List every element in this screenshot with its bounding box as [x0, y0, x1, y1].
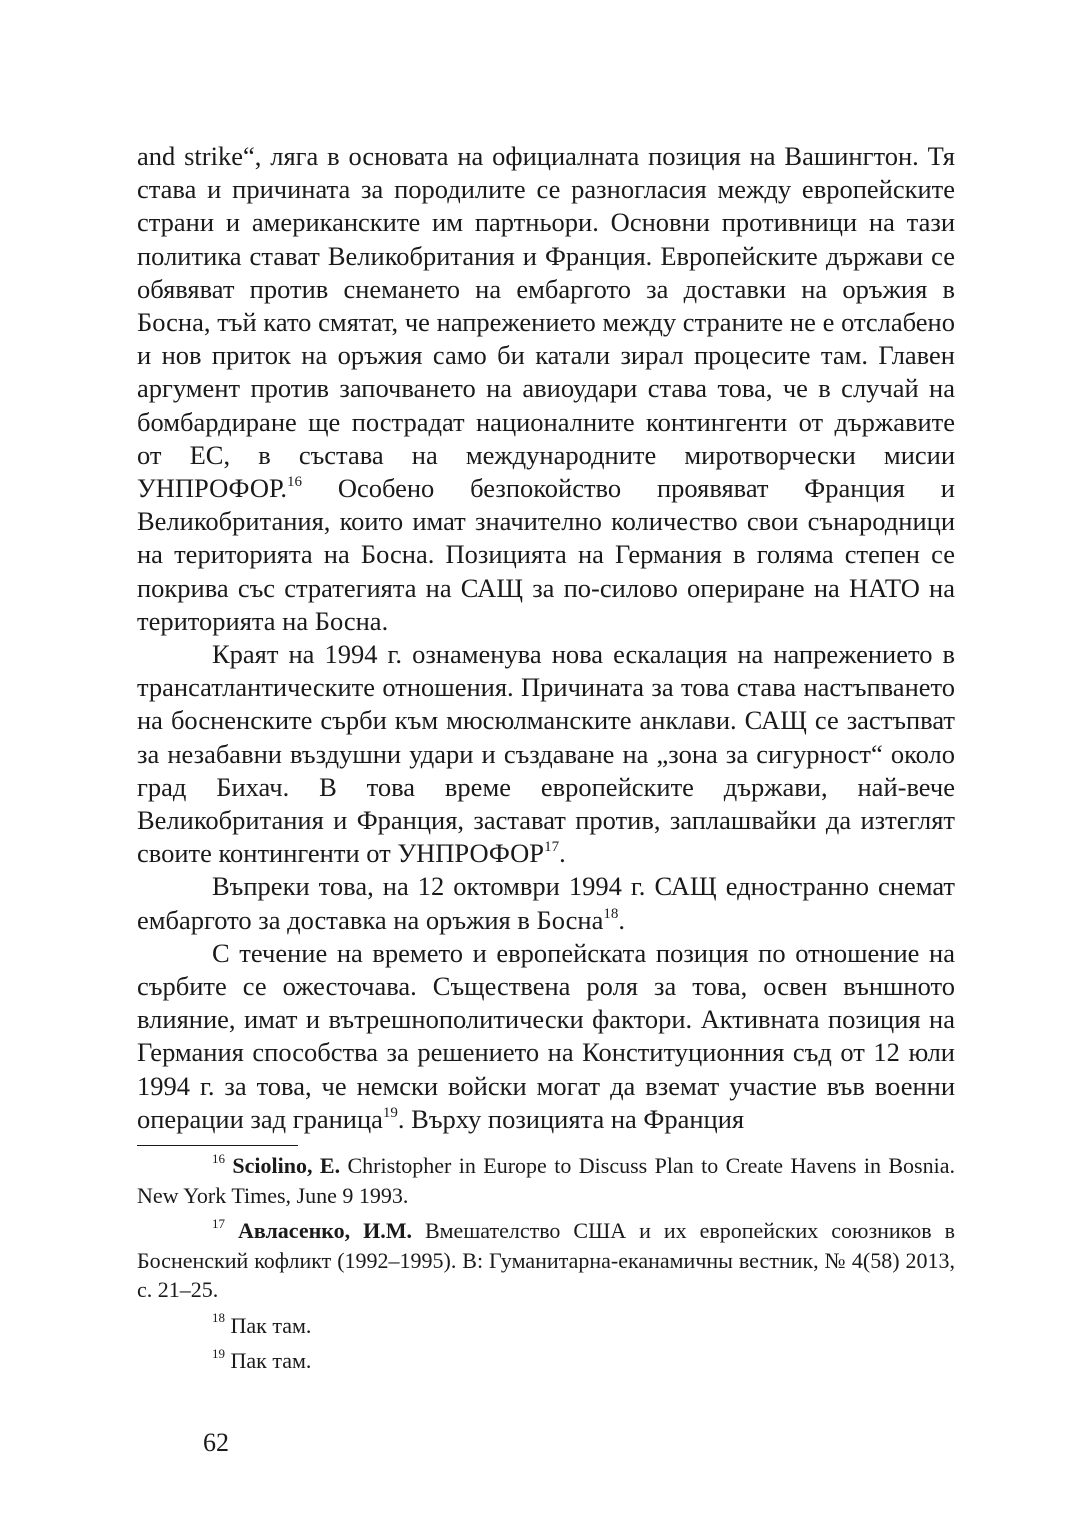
paragraph-text: and strike“, ляга в основата на официалната позиция на Вашингтон. Тя става и причината за породилите се разногласия между европейските страни и американските им партньори. Основни противници на тази политика стават Великобритания и Франция. Европейските държави се обявяват против снемането на ембаргото за доставки на оръжия в Босна, тъй като смятат, че напрежението между страните не е отслабено и нов приток на оръжия само би катали зирал процесите там. Главен аргумент против започването на авиоудари става това, че в случай на бомбардиране ще пострадат националните контингенти от държавите от ЕС, в състава на международните миротворчески мисии УНПРОФОР. [137, 141, 955, 504]
paragraph-text: Въпреки това, на 12 октомври 1994 г. САЩ едностранно снемат ембаргото за доставка на оръжия в Босна [137, 871, 955, 935]
footnote-number: 18 [212, 1310, 225, 1326]
footnote [137, 1216, 955, 1305]
footnote [137, 1346, 955, 1376]
footnote-text: Вмешателство США и их европейских союзников в Босненский кофликт (1992–1995). В: Гуманитарна-еканамичны вестник, № 4(58) 2013, с. 21–25. [137, 1218, 956, 1302]
footnote-number: 16 [212, 1150, 225, 1166]
footnote-ref: 18 [603, 905, 619, 922]
footnote-ref: 16 [287, 474, 303, 491]
page-number: 62 [203, 1428, 229, 1457]
paragraph-text: Краят на 1994 г. ознаменува нова ескалация на напрежението в трансатлантическите отношения. Причината за това става настъпването на босненските сърби към мюсюлманските анклави. САЩ се застъпват за незабавни въздушни удари и създаване на „зона за сигурност“ около град Бихач. В това време европейските държави, най-вече Великобритания и Франция, застават против, заплашвайки да изтеглят своите контингенти от УНПРОФОР [137, 639, 955, 869]
footnotes [137, 1151, 955, 1382]
footnote-author: Авласенко, И.М. [237, 1218, 412, 1243]
footnote [137, 1151, 955, 1210]
paragraph [137, 638, 955, 870]
paragraph-text: . [618, 904, 625, 935]
paragraph [137, 870, 955, 936]
main-text [137, 140, 955, 1136]
paragraph-text: С течение на времето и европейската позиция по отношение на сърбите се ожесточава. Съществена роля за това, освен външното влияние, имат и вътрешнополитически фактори. Активната позиция на Германия способства за решението на Конституционния съд от 12 юли 1994 г. за това, че немски войски могат да вземат участие във военни операции зад граница [137, 937, 955, 1134]
paragraph [137, 140, 955, 638]
footnote-separator [137, 1145, 298, 1146]
footnote-text: Пак там. [230, 1348, 312, 1373]
footnote-text: Christopher in Europe to Discuss Plan to Create Havens in Bosnia. New York Times, June 9 1993. [137, 1153, 956, 1208]
footnote-author: Sciolino, E. [232, 1153, 341, 1178]
footnote-ref: 17 [544, 839, 560, 856]
footnote-ref: 19 [382, 1105, 398, 1122]
footnote [137, 1311, 955, 1341]
page-body [137, 140, 955, 1136]
footnote-number: 17 [212, 1215, 225, 1231]
paragraph [137, 937, 955, 1136]
paragraph-text: Особено безпокойство проявяват Франция и Великобритания, които имат значително количество свои сънародници на територията на Босна. Позицията на Германия в голяма степен се покрива със стратегията на САЩ за по-силово опериране на НАТО на територията на Босна. [137, 473, 955, 636]
footnote-number: 19 [212, 1345, 225, 1361]
paragraph-text: . Върху позицията на Франция [397, 1103, 745, 1134]
footnote-text: Пак там. [230, 1312, 312, 1338]
paragraph-text: . [559, 838, 566, 869]
